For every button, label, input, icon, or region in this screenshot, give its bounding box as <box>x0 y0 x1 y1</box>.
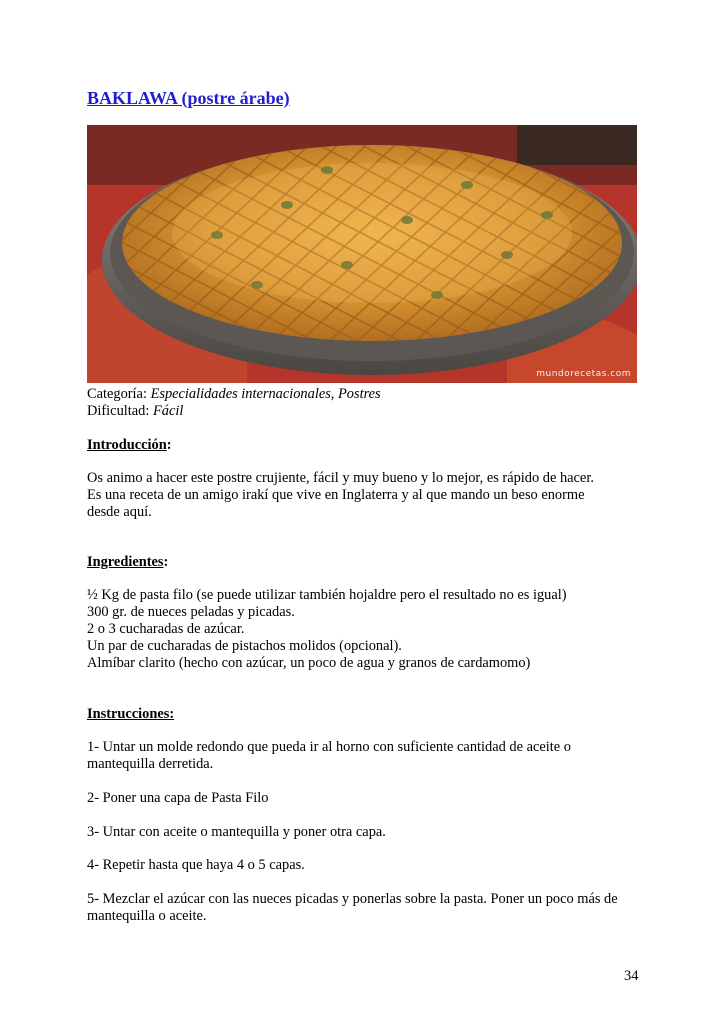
category-value: Especialidades internacionales, Postres <box>150 386 381 402</box>
ingredients-heading <box>87 554 168 571</box>
instructions-heading-text: Instrucciones: <box>87 706 175 722</box>
instruction-step: 4- Repetir hasta que haya 4 o 5 capas. <box>87 857 305 873</box>
ingredient-item: 300 gr. de nueces peladas y picadas. <box>87 604 295 620</box>
page-title[interactable]: BAKLAWA (postre árabe) <box>87 88 290 108</box>
intro-heading <box>87 437 172 454</box>
instruction-step: mantequilla o aceite. <box>87 908 207 924</box>
page-number: 34 <box>624 968 639 984</box>
intro-line: Es una receta de un amigo irakí que vive en Inglaterra y al que mando un beso enorme <box>87 487 585 503</box>
instruction-step: 5- Mezclar el azúcar con las nueces picadas y ponerlas sobre la pasta. Poner un poco más de <box>87 891 618 907</box>
intro-line: Os animo a hacer este postre crujiente, fácil y muy bueno y lo mejor, es rápido de hacer. <box>87 470 594 486</box>
photo-watermark: mundorecetas.com <box>536 369 631 379</box>
instruction-step: 2- Poner una capa de Pasta Filo <box>87 790 269 806</box>
category-label: Categoría: <box>87 386 147 402</box>
baklawa-photo <box>87 125 637 383</box>
ingredients-heading-text: Ingredientes <box>87 554 164 570</box>
intro-heading-text: Introducción <box>87 437 167 453</box>
intro-heading-colon: : <box>166 437 172 453</box>
ingredient-item: Almíbar clarito (hecho con azúcar, un poco de agua y granos de cardamomo) <box>87 655 531 671</box>
ingredient-item: ½ Kg de pasta filo (se puede utilizar también hojaldre pero el resultado no es igual) <box>87 587 567 603</box>
intro-line: desde aquí. <box>87 504 152 520</box>
difficulty-value: Fácil <box>152 403 184 419</box>
ingredient-item: 2 o 3 cucharadas de azúcar. <box>87 621 245 637</box>
ingredient-item: Un par de cucharadas de pistachos molidos (opcional). <box>87 638 402 654</box>
difficulty-label: Dificultad: <box>87 403 150 419</box>
ingredients-heading-colon: : <box>163 554 169 570</box>
instruction-step: 3- Untar con aceite o mantequilla y poner otra capa. <box>87 824 386 840</box>
baklawa-image <box>87 125 637 383</box>
category-line <box>87 386 381 403</box>
difficulty-line <box>87 403 183 420</box>
instructions-heading <box>87 706 174 723</box>
instruction-step: mantequilla derretida. <box>87 756 214 772</box>
instruction-step: 1- Untar un molde redondo que pueda ir al horno con suficiente cantidad de aceite o <box>87 739 571 755</box>
